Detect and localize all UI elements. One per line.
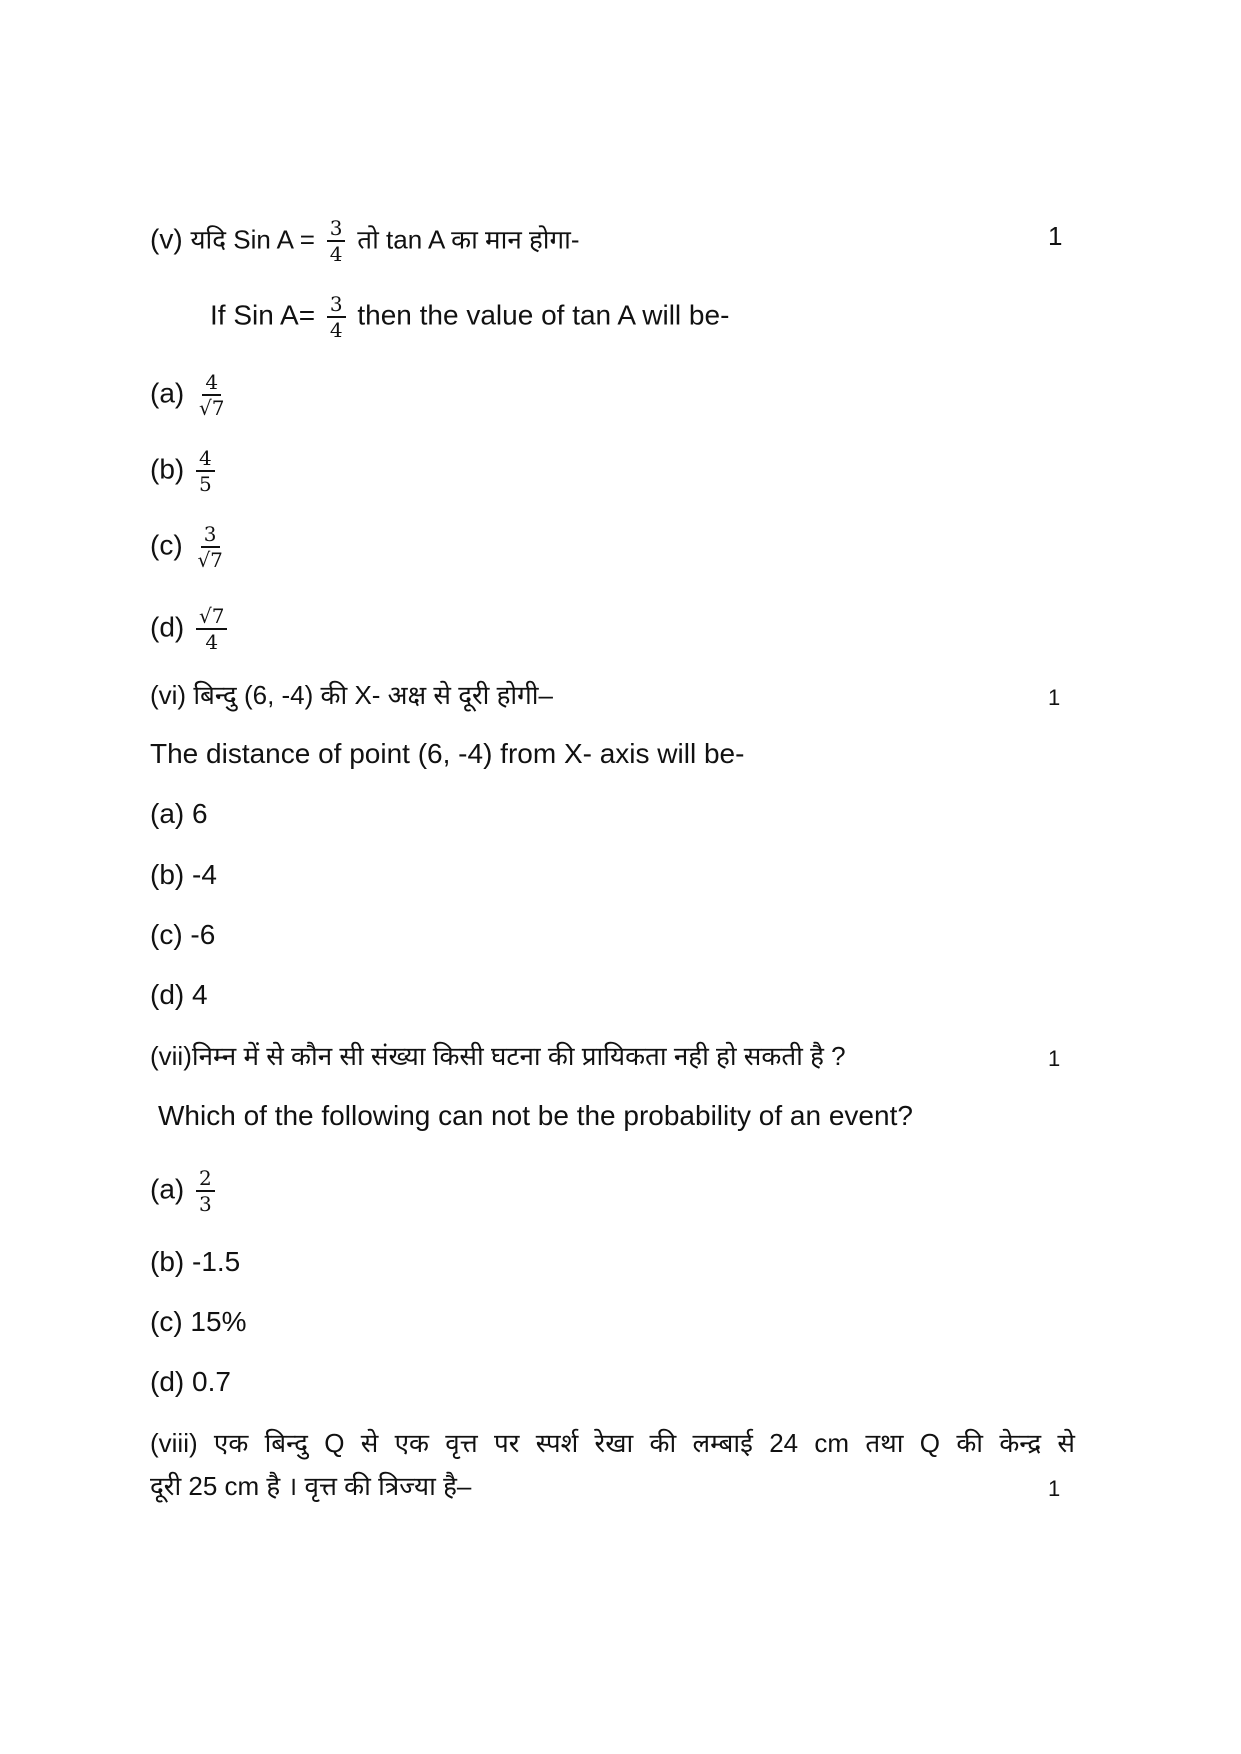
q5-fraction: [327, 216, 346, 266]
q5-option-d: [150, 604, 1090, 654]
q5-option-c: [150, 522, 1090, 572]
q7-option-d: (d) 0.7: [150, 1366, 231, 1397]
option-fraction: [196, 446, 215, 496]
option-fraction-den: 4: [205, 630, 219, 654]
q6-hindi-line: (vi) बिन्दु (6, -4) की X- अक्ष से दूरी होगी–: [150, 680, 553, 710]
q7-english-line: Which of the following can not be the probability of an event?: [158, 1100, 913, 1131]
option-fraction-den: 3: [199, 1192, 212, 1216]
option-fraction-den: √7: [197, 548, 223, 572]
q5-option-a: [150, 370, 1090, 420]
q5-hindi-post: तो tan A का मान होगा-: [357, 224, 580, 255]
q5-hindi-line: [150, 216, 1090, 266]
q7-hindi-line: (vii)निम्न में से कौन सी संख्या किसी घटना की प्रायिकता नही हो सकती है ?: [150, 1041, 846, 1071]
q5-english-line: [210, 292, 1150, 342]
q5-option-b: [150, 446, 1090, 496]
q5-english-pre: If Sin A=: [210, 299, 316, 331]
q8-line-1: (viii) एक बिन्दु Q से एक वृत्त पर स्पर्श रेखा की लम्बाई 24 cm तथा Q की केन्द्र से: [150, 1428, 1075, 1458]
q6-option-b: (b) -4: [150, 859, 217, 890]
q7-option-b: (b) -1.5: [150, 1246, 241, 1277]
option-fraction-num: 3: [201, 522, 220, 548]
q5-number: (v): [150, 223, 183, 255]
q8-marks: 1: [1048, 1476, 1061, 1501]
option-label: (a): [150, 377, 185, 409]
q8-line-2: दूरी 25 cm है । वृत्त की त्रिज्या है–: [150, 1471, 472, 1501]
option-fraction: [196, 1166, 215, 1216]
option-fraction: [196, 370, 227, 420]
q5-english-fraction-den: 4: [329, 318, 343, 342]
q5-english-post: then the value of tan A will be-: [357, 299, 730, 331]
option-fraction-num: 2: [196, 1166, 215, 1192]
q6-option-d: (d) 4: [150, 979, 208, 1010]
q6-marks: 1: [1048, 685, 1061, 710]
option-fraction-num: √7: [196, 604, 227, 630]
q6-option-c: (c) -6: [150, 919, 216, 950]
option-fraction: [194, 522, 225, 572]
option-fraction-den: √7: [199, 396, 225, 420]
q7-marks: 1: [1048, 1046, 1061, 1071]
option-label: (d): [150, 611, 185, 643]
option-fraction-num: 4: [202, 370, 221, 396]
option-fraction-den: 5: [199, 472, 212, 496]
q5-fraction-num: 3: [327, 216, 346, 242]
option-fraction-num: 4: [196, 446, 215, 472]
q7-option-c: (c) 15%: [150, 1306, 247, 1337]
q5-hindi-pre: यदि Sin A =: [190, 224, 315, 255]
q6-english-line: The distance of point (6, -4) from X- axis will be-: [150, 738, 745, 769]
option-fraction: [196, 604, 227, 654]
q5-english-fraction-num: 3: [327, 292, 346, 318]
q5-english-fraction: [327, 292, 346, 342]
q5-fraction-den: 4: [329, 242, 343, 266]
q6-option-a: (a) 6: [150, 798, 208, 829]
q5-marks: 1: [1048, 221, 1063, 251]
q7-option-a: [150, 1166, 1090, 1216]
option-label: (c): [150, 529, 183, 561]
option-label: (b): [150, 453, 185, 485]
option-label: (a): [150, 1173, 185, 1205]
